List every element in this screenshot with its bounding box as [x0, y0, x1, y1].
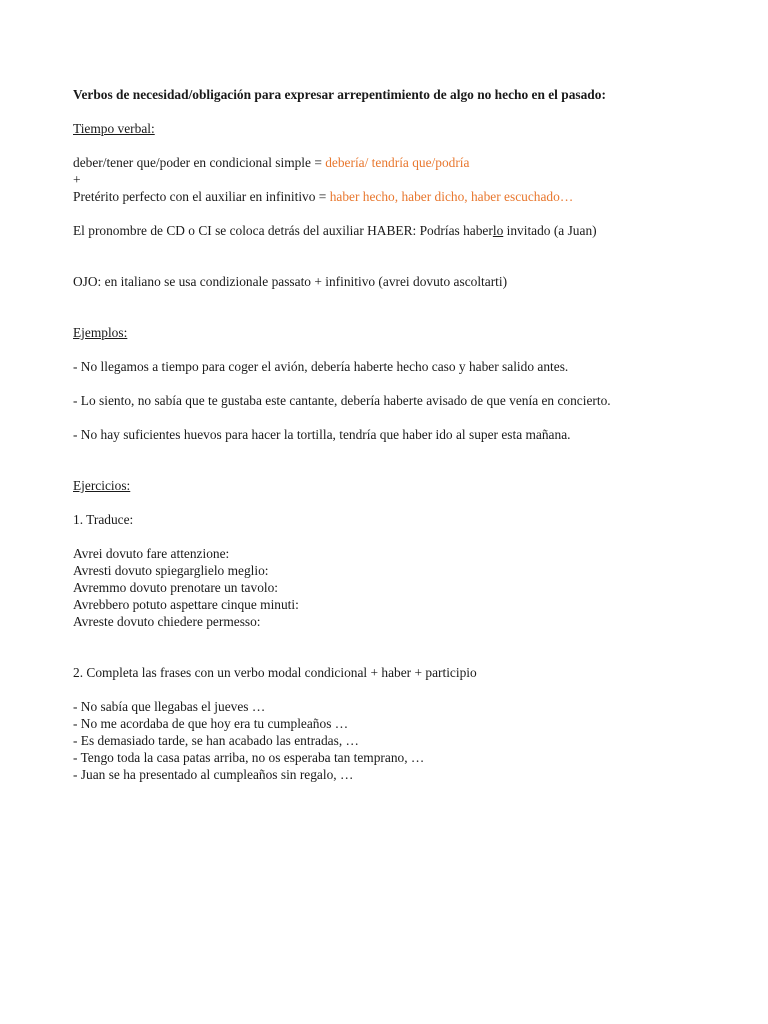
exercise-2-item: - No sabía que llegabas el jueves …: [73, 699, 266, 714]
formula-line-2: [73, 188, 733, 205]
exercise-2-item: - No me acordaba de que hoy era tu cumpleaños …: [73, 716, 349, 731]
exercise-2-item: - Tengo toda la casa patas arriba, no os esperaba tan temprano, …: [73, 750, 425, 765]
exercise-1-item: Avrei dovuto fare attenzione:: [73, 546, 230, 561]
document-page: [73, 86, 733, 783]
exercise-2-heading: 2. Completa las frases con un verbo modal condicional + haber + participio: [73, 665, 477, 680]
formula-plus: +: [73, 172, 81, 187]
formula-line-2-accent: haber hecho, haber dicho, haber escuchado…: [329, 189, 574, 204]
pronombre-underlined: lo: [492, 223, 504, 238]
ejemplo-item: - Lo siento, no sabía que te gustaba este cantante, debería haberte avisado de que venía en concierto.: [73, 393, 611, 408]
ejemplos-heading: Ejemplos:: [73, 325, 128, 340]
formula-line-2-text: Pretérito perfecto con el auxiliar en infinitivo =: [73, 189, 330, 204]
pronombre-rule: [73, 222, 733, 239]
pronombre-after: invitado (a Juan): [503, 223, 597, 238]
exercise-2-item: - Juan se ha presentado al cumpleaños sin regalo, …: [73, 767, 354, 782]
ejercicios-heading: Ejercicios:: [73, 478, 131, 493]
document-title: Verbos de necesidad/obligación para expresar arrepentimiento de algo no hecho en el pasado:: [73, 87, 606, 102]
pronombre-before: El pronombre de CD o CI se coloca detrás del auxiliar HABER: Podrías haber: [73, 223, 493, 238]
exercise-1-item: Avrebbero potuto aspettare cinque minuti:: [73, 597, 299, 612]
ojo-note: OJO: en italiano se usa condizionale passato + infinitivo (avrei dovuto ascoltarti): [73, 274, 508, 289]
exercise-1-item: Avresti dovuto spiegarglielo meglio:: [73, 563, 269, 578]
ejemplo-item: - No llegamos a tiempo para coger el avión, debería haberte hecho caso y haber salido antes.: [73, 359, 569, 374]
tiempo-verbal-heading: Tiempo verbal:: [73, 121, 155, 136]
formula-line-1-text: deber/tener que/poder en condicional simple =: [73, 155, 326, 170]
formula-line-1-accent: debería/ tendría que/podría: [325, 155, 470, 170]
exercise-1-item: Avreste dovuto chiedere permesso:: [73, 614, 261, 629]
exercise-1-heading: 1. Traduce:: [73, 512, 134, 527]
formula-line-1: [73, 154, 733, 171]
ejemplo-item: - No hay suficientes huevos para hacer la tortilla, tendría que haber ido al super esta mañana.: [73, 427, 571, 442]
exercise-2-item: - Es demasiado tarde, se han acabado las entradas, …: [73, 733, 359, 748]
exercise-1-item: Avremmo dovuto prenotare un tavolo:: [73, 580, 279, 595]
